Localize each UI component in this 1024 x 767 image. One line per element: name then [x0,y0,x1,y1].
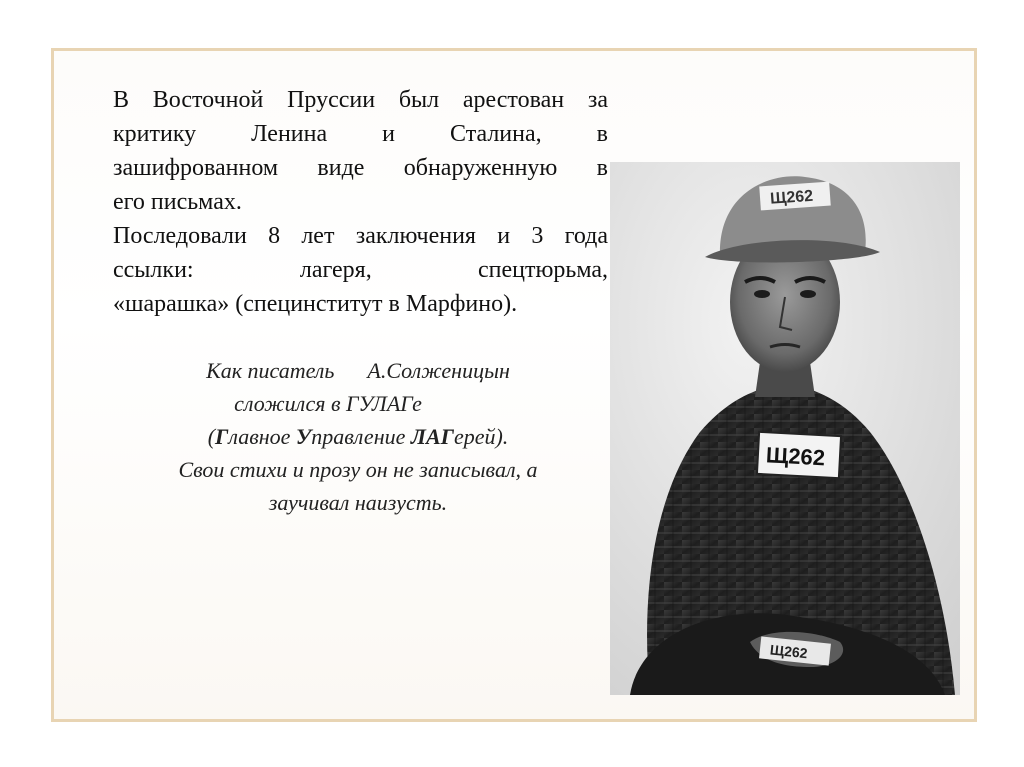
paragraph-line-7: «шарашка» (специнститут в Марфино). [113,291,518,317]
quote-line-3 [108,420,608,453]
knee-number: Щ262 [769,641,809,662]
quote-line-5: заучивал наизусть. [268,490,448,515]
chest-number: Щ262 [765,442,826,471]
cap-number: Щ262 [769,187,814,208]
paragraph-line-5: Последовали 8 лет заключения и 3 года [113,223,608,249]
paragraph-line-2: критику Ленина и Сталина, в [113,121,608,147]
left-eye [754,290,770,298]
right-eye [800,290,816,298]
acronym-letter-g: Г [215,424,229,449]
portrait-photo [610,162,960,695]
quote-word-2: правление [311,424,411,449]
quote-word-3: ерей). [453,424,509,449]
quote-line-1: Как писатель А.Солженицын [206,358,510,383]
paragraph-line-3: зашифрованном виде обнаруженную в [113,155,608,181]
quote-paren: ( [207,424,216,449]
quote-line-4: Свои стихи и прозу он не записывал, а [178,457,538,482]
quote-word-1: лавное [228,424,296,449]
acronym-letter-u: У [295,424,312,449]
paragraph-line-1: В Восточной Пруссии был арестован за [113,87,608,113]
paragraph-line-4: его письмах. [113,189,242,215]
paragraph-line-6: ссылки: лагеря, спецтюрьма, [113,257,608,283]
biography-paragraph [113,83,608,321]
gulag-quote [108,354,608,519]
acronym-letters-lag: ЛАГ [410,424,454,449]
quote-line-2: сложился в ГУЛАГе [234,391,422,416]
